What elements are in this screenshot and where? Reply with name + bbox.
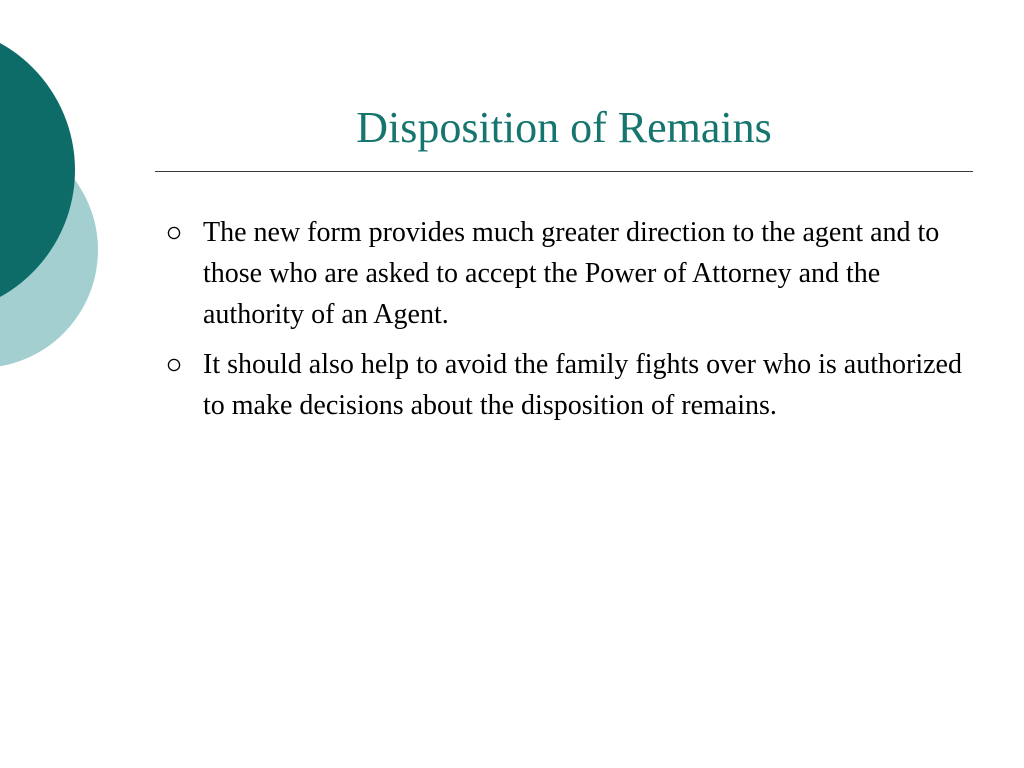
title-divider xyxy=(155,171,973,172)
hollow-circle-icon xyxy=(167,226,181,240)
bullet-item xyxy=(163,344,963,426)
bullet-text: It should also help to avoid the family fights over who is authorized to make decisions about the disposition of remains. xyxy=(203,349,962,421)
decorative-circles xyxy=(0,0,110,410)
hollow-circle-icon xyxy=(167,358,181,372)
bullet-item xyxy=(163,212,963,335)
bullet-list xyxy=(163,212,963,435)
slide-title: Disposition of Remains xyxy=(356,103,772,152)
bullet-text: The new form provides much greater direction to the agent and to those who are asked to accept the Power of Attorney and the authority of an Agent. xyxy=(203,217,940,330)
